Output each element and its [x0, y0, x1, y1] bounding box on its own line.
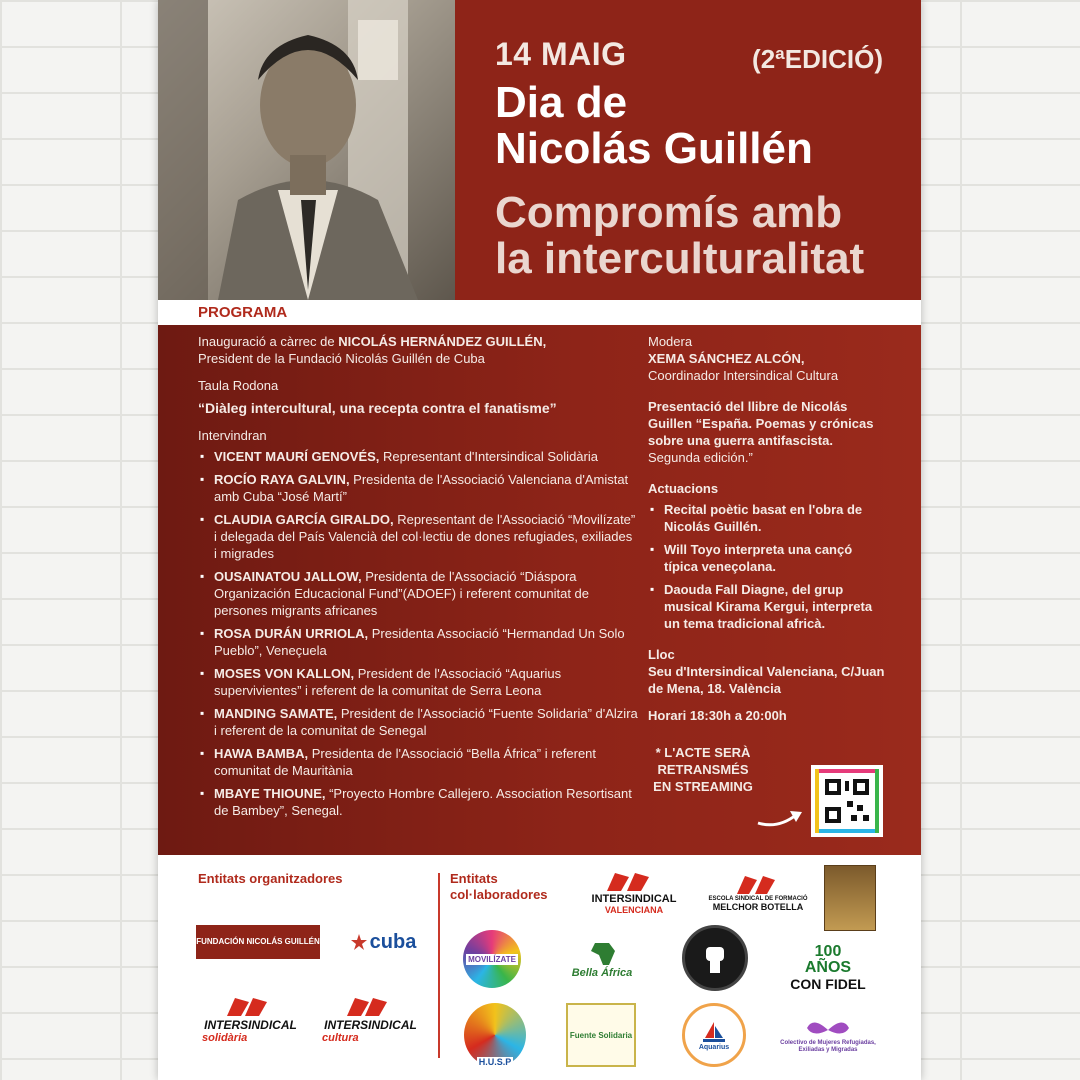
taula-label: Taula Rodona	[198, 378, 279, 393]
speaker-item: ▪ MBAYE THIOUNE, “Proyecto Hombre Callejero. Association Resortisant de Bambey”, Senegal.	[198, 785, 638, 819]
raised-fist-icon	[700, 941, 730, 975]
speaker-item: ▪ CLAUDIA GARCÍA GIRALDO, Representant de l'Associació “Movilízate” i delegada del País Valencià del col·lectiu de dones refugiades, exiliades i migrades	[198, 511, 638, 562]
moderator-block: Modera XEMA SÁNCHEZ ALCÓN, Coordinador Intersindical Cultura	[648, 334, 839, 383]
program-right-column	[648, 333, 888, 805]
streaming-note: * L'ACTE SERÀ RETRANSMÉS EN STREAMING	[653, 745, 753, 794]
intersindical-flag-icon	[733, 874, 783, 896]
arrow-icon	[756, 803, 808, 831]
book-cover-image	[824, 865, 876, 931]
speaker-item: ▪ ROSA DURÁN URRIOLA, Presidenta Associació “Hermandad Un Solo Pueblo”, Veneçuela	[198, 625, 638, 659]
bella-africa-logo: Bella África	[562, 937, 642, 983]
movilizate-logo: MOVILÍZATE	[463, 930, 521, 988]
100-anos-con-fidel-logo: 100 AÑOS CON FIDEL	[790, 943, 866, 992]
book-presentation: Presentació del llibre de Nicolás Guillen “España. Poemas y crónicas sobre una guerra antifascista. Segunda edición.”	[648, 399, 874, 465]
speaker-item: ▪ VICENT MAURÍ GENOVÉS, Representant d'Intersindical Solidària	[198, 448, 638, 465]
lloc-block: Lloc Seu d'Intersindical Valenciana, C/Juan de Mena, 18. València	[648, 647, 885, 696]
speaker-item: ▪ MOSES VON KALLON, President de l'Associació “Aquarius supervivientes” i referent de la comunitat de Serra Leona	[198, 665, 638, 699]
intersindical-solidaria-logo: INTERSINDICAL solidària	[198, 995, 303, 1045]
cuba-logo: cuba	[346, 923, 420, 961]
actuacio-item: ▪ Will Toyo interpreta una cançó típica veneçolana.	[648, 541, 888, 575]
subtitle: Compromís amb la interculturalitat	[495, 188, 865, 283]
speaker-list	[198, 448, 638, 819]
portrait-photo	[158, 0, 455, 300]
actuacio-item: ▪ Daouda Fall Diagne, del grup musical Kirama Kergui, interpreta un tema tradicional africà.	[648, 581, 888, 632]
collaborators-label: Entitats col·laboradores	[450, 871, 548, 902]
fist-emblem-logo	[682, 925, 748, 991]
main-title: Dia de Nicolás Guillén	[495, 78, 813, 173]
fundacion-nicolas-guillen-logo: FUNDACIÓN NICOLÁS GUILLÉN	[196, 925, 320, 959]
speaker-item: ▪ HAWA BAMBA, Presidenta de l'Associació “Bella África” i referent comunitat de Mauritània	[198, 745, 638, 779]
event-poster	[158, 0, 921, 1080]
intersindical-flag-icon	[223, 996, 279, 1018]
organizers-label: Entitats organitzadores	[198, 871, 343, 886]
intersindical-valenciana-logo: INTERSINDICAL VALENCIANA	[578, 867, 690, 919]
horari-block: Horari 18:30h a 20:00h	[648, 708, 787, 723]
poster-header	[158, 0, 921, 300]
sponsors-section	[158, 855, 921, 1080]
event-date: 14 MAIG	[495, 36, 627, 72]
actuacions-label: Actuacions	[648, 481, 719, 496]
fuente-solidaria-logo: Fuente Solidaria	[566, 1003, 636, 1067]
aquarius-logo: Aquarius	[682, 1003, 746, 1067]
sailboat-icon	[701, 1020, 727, 1044]
hermandad-un-solo-pueblo-logo: H.U.S.P	[464, 1003, 526, 1067]
africa-map-icon	[587, 941, 617, 967]
speaker-item: ▪ OUSAINATOU JALLOW, Presidenta de l'Associació “Diáspora Organización Educacional Fund”(ADOEF) i referent comunitat de persones migrants africanes	[198, 568, 638, 619]
programa-heading: PROGRAMA	[198, 304, 288, 321]
intersindical-flag-icon	[343, 996, 399, 1018]
program-section	[158, 325, 921, 855]
speaker-item: ▪ ROCÍO RAYA GALVIN, Presidenta de l'Associació Valenciana d'Amistat amb Cuba “José Martí”	[198, 471, 638, 505]
divider-line	[438, 873, 440, 1058]
program-left-column	[198, 333, 638, 825]
actuacions-list	[648, 501, 888, 632]
intervindran-label: Intervindran	[198, 428, 267, 443]
actuacio-item: ▪ Recital poètic basat en l'obra de Nicolás Guillén.	[648, 501, 888, 535]
butterfly-icon	[803, 1020, 853, 1040]
edition-label: (2ªEDICIÓ)	[752, 44, 883, 74]
star-icon	[350, 933, 368, 951]
intersindical-flag-icon	[603, 871, 665, 893]
intersindical-cultura-logo: INTERSINDICAL cultura	[318, 995, 423, 1045]
colectivo-mujeres-logo: Colectivo de Mujeres Refugiadas, Exiliadas y Migradas	[778, 1015, 878, 1059]
inauguration: Inauguració a càrrec de NICOLÁS HERNÁNDEZ GUILLÉN, President de la Fundació Nicolás Guillén de Cuba	[198, 334, 547, 366]
taula-title: “Diàleg intercultural, una recepta contra el fanatisme”	[198, 400, 557, 416]
escola-melchor-botella-logo: ESCOLA SINDICAL DE FORMACIÓ MELCHOR BOTELLA	[702, 867, 814, 919]
qr-code[interactable]	[811, 765, 883, 837]
speaker-item: ▪ MANDING SAMATE, President de l'Associació “Fuente Solidaria” d'Alzira i referent de la comunitat de Senegal	[198, 705, 638, 739]
